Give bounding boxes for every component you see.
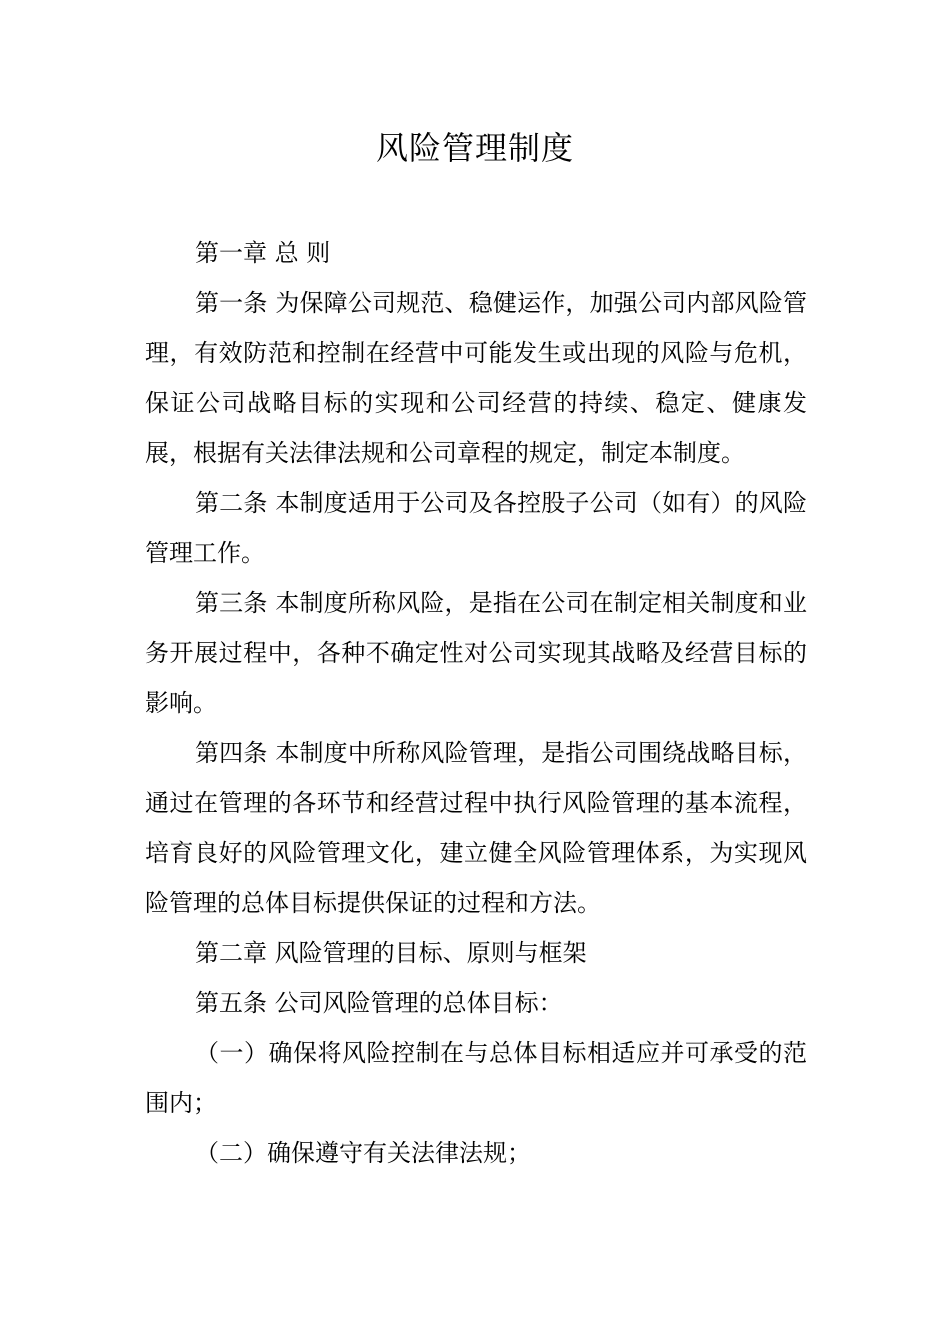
article-1: 第一条 为保障公司规范、稳健运作，加强公司内部风险管理，有效防范和控制在经营中可能发生或出现的风险与危机，保证公司战略目标的实现和公司经营的持续、稳定、健康发展，根据有关法律法规和公司章程的规定，制定本制度。 — [145, 289, 807, 467]
document-title: 风险管理制度 — [375, 129, 574, 167]
chapter-heading-2: 第二章 风险管理的目标、原则与框架 — [195, 939, 587, 967]
article-4: 第四条 本制度中所称风险管理，是指公司围绕战略目标，通过在管理的各环节和经营过程中执行风险管理的基本流程，培育良好的风险管理文化，建立健全风险管理体系，为实现风险管理的总体目标提供保证的过程和方法。 — [145, 739, 807, 917]
article-2: 第二条 本制度适用于公司及各控股子公司（如有）的风险管理工作。 — [145, 489, 807, 567]
chapter-heading-1: 第一章 总 则 — [195, 239, 331, 267]
article-5: 第五条 公司风险管理的总体目标： — [195, 989, 563, 1017]
article-3: 第三条 本制度所称风险，是指在公司在制定相关制度和业务开展过程中，各种不确定性对公司实现其战略及经营目标的影响。 — [145, 589, 807, 717]
list-item-1: （一）确保将风险控制在与总体目标相适应并可承受的范围内； — [145, 1039, 807, 1117]
document-body — [145, 228, 807, 1178]
list-item-2: （二）确保遵守有关法律法规； — [195, 1139, 531, 1167]
